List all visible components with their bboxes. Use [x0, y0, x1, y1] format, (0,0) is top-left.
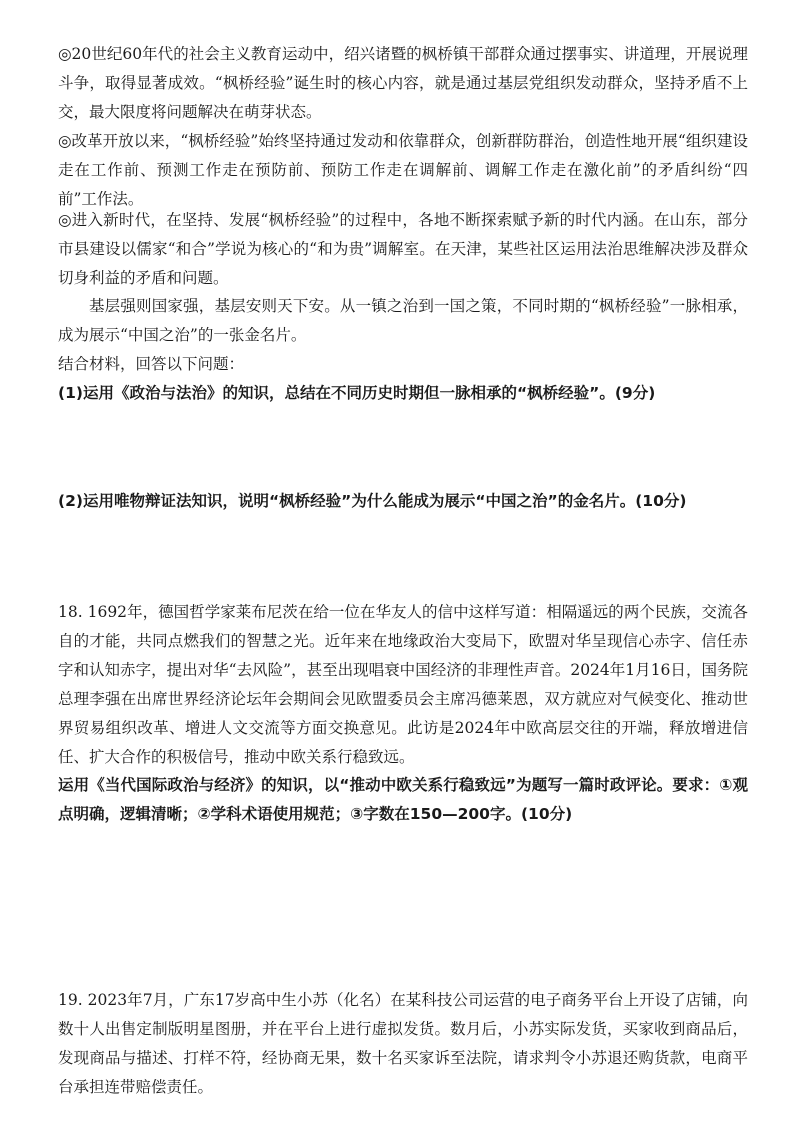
question-19-material-wrap	[58, 986, 748, 1108]
material-summary: 基层强则国家强，基层安则天下安。从一镇之治到一国之策，不同时期的“枫桥经验”一脉相承，成为展示“中国之治”的一张金名片。	[58, 297, 748, 344]
question-18-task: 运用《当代国际政治与经济》的知识，以“推动中欧关系行稳致远”为题写一篇时政评论。要求：①观点明确，逻辑清晰；②学科术语使用规范；③字数在150—200字。(10分)	[58, 776, 748, 823]
material-bullet-1960s: ◎20世纪60年代的社会主义教育运动中，绍兴诸暨的枫桥镇干部群众通过摆事实、讲道理，开展说理斗争，取得显著成效。“枫桥经验”诞生时的核心内容，就是通过基层党组织发动群众，坚持矛盾不上交，最大限度将问题解决在萌芽状态。	[58, 45, 748, 121]
question-18-material: 18. 1692年，德国哲学家莱布尼茨在给一位在华友人的信中这样写道：相隔遥远的两个民族，交流各自的才能，共同点燃我们的智慧之光。近年来在地缘政治大变局下，欧盟对华呈现信心赤字、信任赤字和认知赤字，提出对华“去风险”，甚至出现唱衰中国经济的非理性声音。2024年1月16日，国务院总理李强在出席世界经济论坛年会期间会见欧盟委员会主席冯德莱恩，双方就应对气候变化、推动世界贸易组织改革、增进人文交流等方面交换意见。此访是2024年中欧高层交往的开端，释放增进信任、扩大合作的积极信号，推动中欧关系行稳致远。	[58, 603, 748, 766]
material-bullet-new-era: ◎进入新时代，在坚持、发展“枫桥经验”的过程中，各地不断探索赋予新的时代内涵。在山东，部分市县建设以儒家“和合”学说为核心的“和为贵”调解室。在天津，某些社区运用法治思维解决涉及群众切身利益的矛盾和问题。	[58, 211, 748, 287]
question-17-part-2: (2)运用唯物辩证法知识，说明“枫桥经验”为什么能成为展示“中国之治”的金名片。(10分)	[58, 492, 687, 510]
material-bullet-reform: ◎改革开放以来，“枫桥经验”始终坚持通过发动和依靠群众，创新群防群治，创造性地开展“组织建设走在工作前、预测工作走在预防前、预防工作走在调解前、调解工作走在激化前”的矛盾纠纷“四前”工作法。	[58, 132, 748, 208]
question-19-material: 19. 2023年7月，广东17岁高中生小苏（化名）在某科技公司运营的电子商务平台上开设了店铺，向数十人出售定制版明星图册，并在平台上进行虚拟发货。数月后，小苏实际发货，买家收到商品后，发现商品与描述、打样不符，经协商无果，数十名买家诉至法院，请求判令小苏退还购货款，电商平台承担连带赔偿责任。	[58, 991, 748, 1096]
answer-prompt: 结合材料，回答以下问题：	[58, 355, 245, 373]
question-17-part-1: (1)运用《政治与法治》的知识，总结在不同历史时期但一脉相承的“枫桥经验”。(9分)	[58, 384, 656, 402]
